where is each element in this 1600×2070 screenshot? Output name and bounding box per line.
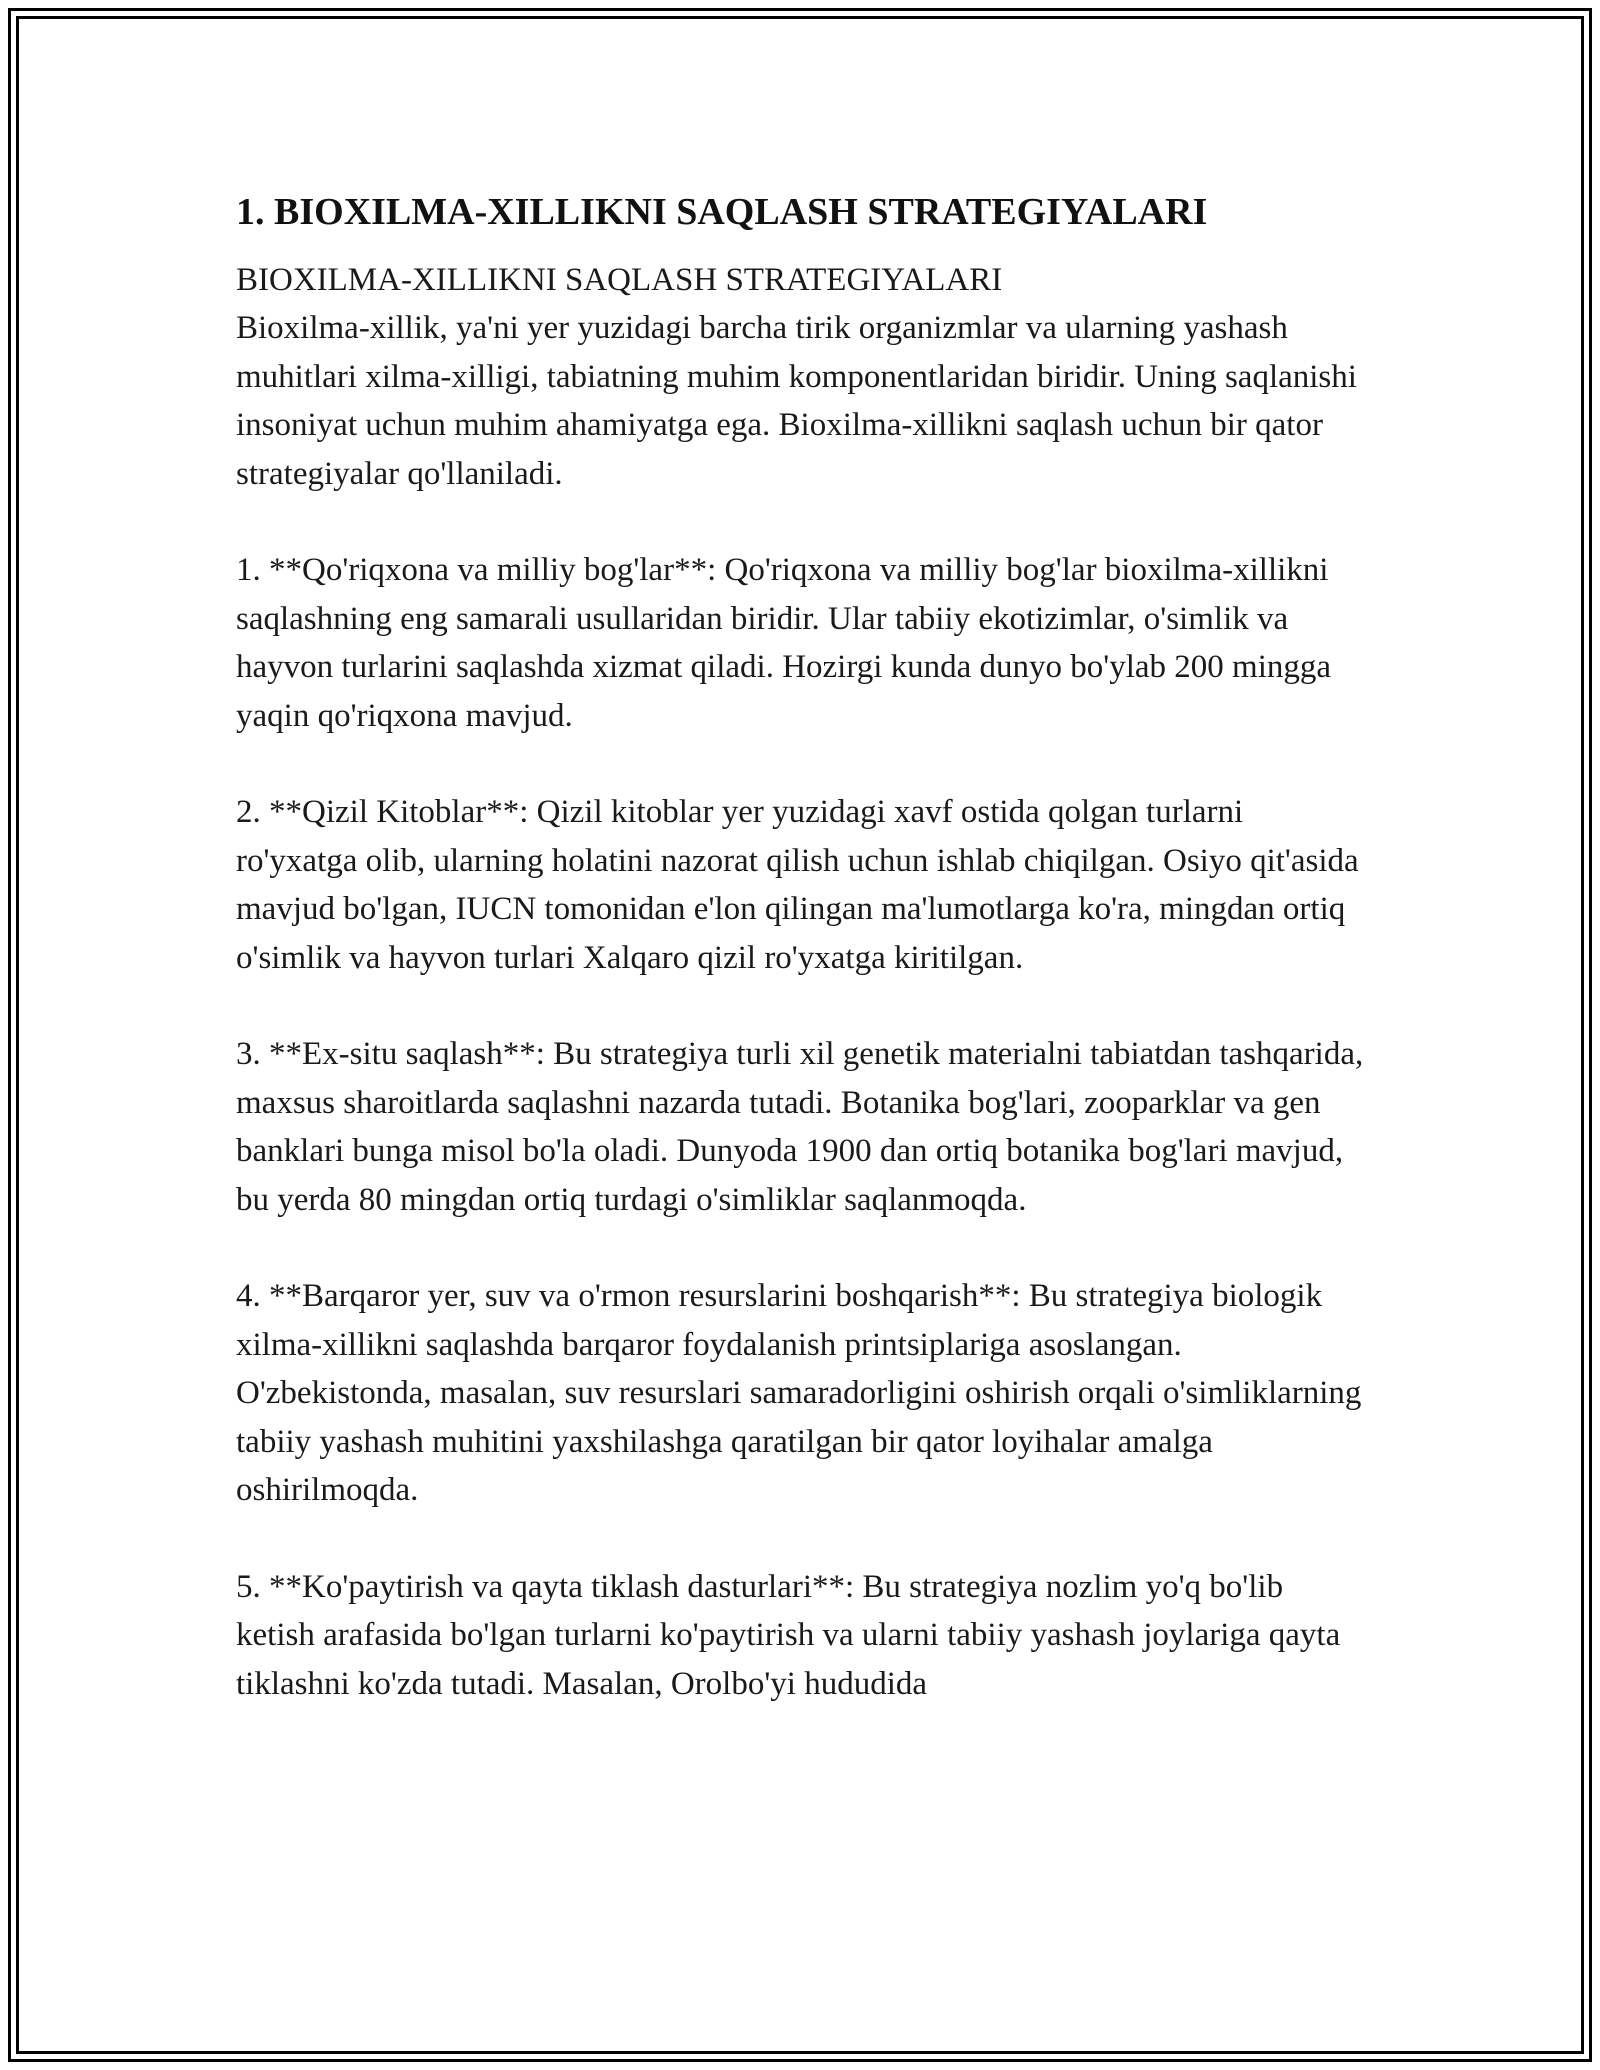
document-heading: 1. BIOXILMA-XILLIKNI SAQLASH STRATEGIYALARI [236, 191, 1208, 233]
paragraph-strategy-3: 3. **Ex-situ saqlash**: Bu strategiya turli xil genetik materialni tabiatdan tashqarida, maxsus sharoitlarda saqlashni nazarda tutadi. Botanika bog'lari, zooparklar va gen banklari bunga misol bo'la oladi. Dunyoda 1900 dan ortiq botanika bog'lari mavjud, bu yerda 80 mingdan ortiq turdagi o'simliklar saqlanmoqda. [236, 1036, 1364, 1218]
document-body [236, 186, 1366, 1708]
paragraph-strategy-5: 5. **Ko'paytirish va qayta tiklash dasturlari**: Bu strategiya nozlim yo'q bo'lib ketish arafasida bo'lgan turlarni ko'paytirish va ularni tabiiy yashash joylariga qayta tiklashni ko'zda tutadi. Masalan, Orolbo'yi hududida [236, 1568, 1341, 1702]
paragraph-strategy-1: 1. **Qo'riqxona va milliy bog'lar**: Qo'riqxona va milliy bog'lar bioxilma-xillikni saqlashning eng samarali usullaridan biridir. Ular tabiiy ekotizimlar, o'simlik va hayvon turlarini saqlashda xizmat qiladi. Hozirgi kunda dunyo bo'ylab 200 mingga yaqin qo'riqxona mavjud. [236, 552, 1332, 734]
paragraph-intro: Bioxilma-xillik, ya'ni yer yuzidagi barcha tirik organizmlar va ularning yashash muhitlari xilma-xilligi, tabiatning muhim komponentlaridan biridir. Uning saqlanishi insoniyat uchun muhim ahamiyatga ega. Bioxilma-xillikni saqlash uchun bir qator strategiyalar qo'llaniladi. [236, 310, 1357, 492]
document-subtitle: BIOXILMA-XILLIKNI SAQLASH STRATEGIYALARI [236, 262, 1003, 298]
paragraph-strategy-4: 4. **Barqaror yer, suv va o'rmon resurslarini boshqarish**: Bu strategiya biologik xilma-xillikni saqlashda barqaror foydalanish printsiplariga asoslangan. O'zbekistonda, masalan, suv resurslari samaradorligini oshirish orqali o'simliklarning tabiiy yashash muhitini yaxshilashga qaratilgan bir qator loyihalar amalga oshirilmoqda. [236, 1278, 1362, 1508]
paragraph-strategy-2: 2. **Qizil Kitoblar**: Qizil kitoblar yer yuzidagi xavf ostida qolgan turlarni ro'yxatga olib, ularning holatini nazorat qilish uchun ishlab chiqilgan. Osiyo qit'asida mavjud bo'lgan, IUCN tomonidan e'lon qilingan ma'lumotlarga ko'ra, mingdan ortiq o'simlik va hayvon turlari Xalqaro qizil ro'yxatga kiritilgan. [236, 794, 1359, 976]
paragraph-list [236, 304, 1366, 1708]
